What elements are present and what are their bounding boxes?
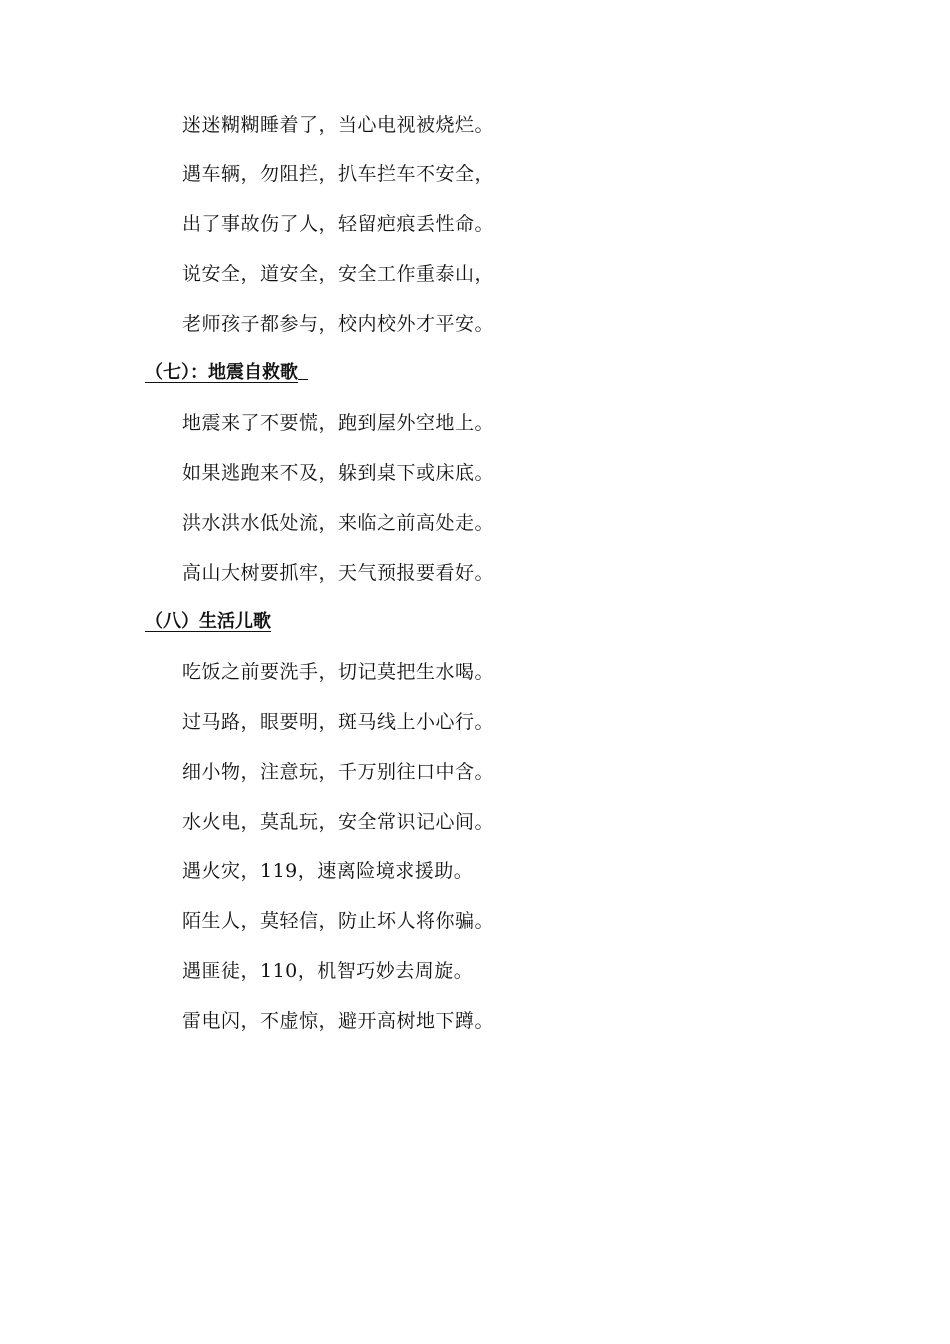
- verse-line: 说安全，道安全，安全工作重泰山，: [182, 263, 495, 285]
- section-heading-earthquake-text: （七）：地震自救歌: [145, 362, 298, 383]
- verse-line: 遇匪徒，110，机智巧妙去周旋。: [182, 960, 474, 982]
- verse-line: 过马路，眼要明，斑马线上小心行。: [182, 711, 495, 733]
- verse-line: 出了事故伤了人，轻留疤痕丢性命。: [182, 213, 495, 235]
- verse-line: 遇车辆，勿阻拦，扒车拦车不安全，: [182, 163, 495, 185]
- verse-line: 高山大树要抓牢，天气预报要看好。: [182, 562, 495, 584]
- verse-line: 如果逃跑来不及，躲到桌下或床底。: [182, 462, 495, 484]
- verse-line: 遇火灾，119，速离险境求援助。: [182, 860, 474, 882]
- verse-line: 迷迷糊糊睡着了，当心电视被烧烂。: [182, 114, 495, 136]
- verse-line: 雷电闪，不虚惊，避开高树地下蹲。: [182, 1010, 495, 1032]
- verse-line: 陌生人，莫轻信，防止坏人将你骗。: [182, 910, 495, 932]
- verse-line: 地震来了不要慌，跑到屋外空地上。: [182, 412, 495, 434]
- heading-underline-trail: [298, 361, 308, 380]
- section-heading-life: （八）生活儿歌: [145, 611, 271, 632]
- verse-line: 洪水洪水低处流，来临之前高处走。: [182, 512, 495, 534]
- verse-line: 吃饭之前要洗手，切记莫把生水喝。: [182, 661, 495, 683]
- section-heading-earthquake: [145, 361, 308, 385]
- verse-line: 老师孩子都参与，校内校外才平安。: [182, 313, 495, 335]
- verse-line: 水火电，莫乱玩，安全常识记心间。: [182, 811, 495, 833]
- verse-line: 细小物，注意玩，千万别往口中含。: [182, 761, 495, 783]
